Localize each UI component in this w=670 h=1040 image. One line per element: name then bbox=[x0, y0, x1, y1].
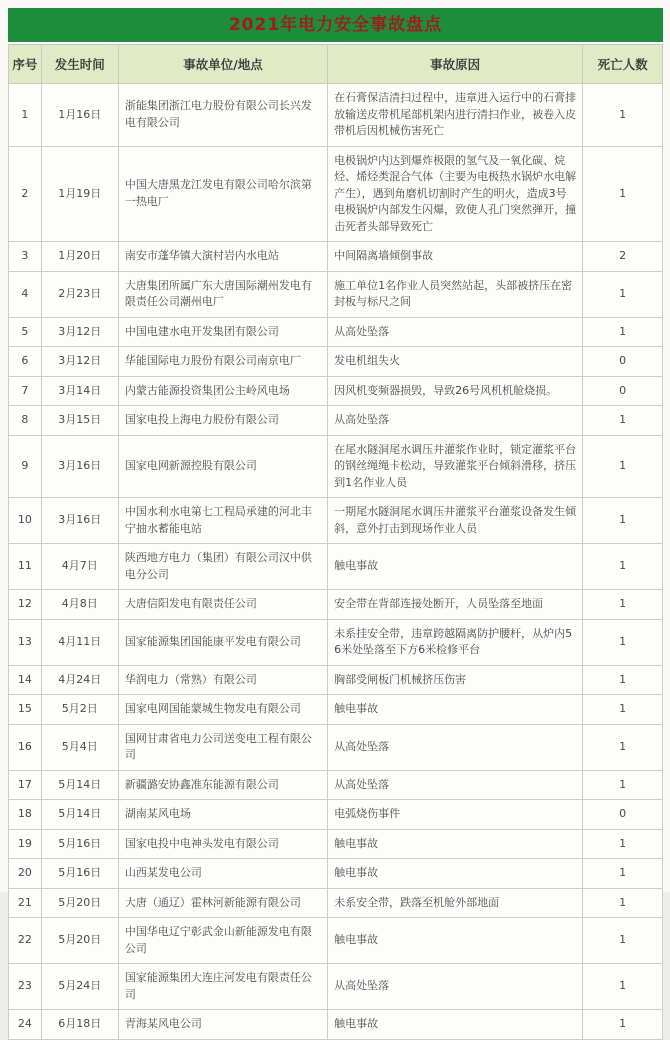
death-count-cell: 1 bbox=[583, 435, 663, 498]
table-row bbox=[9, 590, 663, 620]
row-number-cell: 14 bbox=[9, 665, 42, 695]
accident-unit-cell: 湖南某风电场 bbox=[118, 800, 327, 830]
table-row bbox=[9, 665, 663, 695]
row-number-cell: 15 bbox=[9, 695, 42, 725]
accident-cause-cell: 施工单位1名作业人员突然站起，头部被挤压在密封板与标尺之间 bbox=[328, 271, 583, 317]
accident-cause-cell: 中间隔离墙倾倒事故 bbox=[328, 242, 583, 272]
accident-cause-cell: 未系安全带，跌落至机舱外部地面 bbox=[328, 888, 583, 918]
death-count-cell: 1 bbox=[583, 544, 663, 590]
accident-date-cell: 5月16日 bbox=[41, 859, 118, 889]
accident-date-cell: 5月4日 bbox=[41, 724, 118, 770]
death-count-cell: 1 bbox=[583, 888, 663, 918]
table-row bbox=[9, 829, 663, 859]
death-count-cell: 1 bbox=[583, 829, 663, 859]
accident-unit-cell: 国网甘肃省电力公司送变电工程有限公司 bbox=[118, 724, 327, 770]
table-header bbox=[9, 45, 663, 84]
accident-unit-cell: 山西某发电公司 bbox=[118, 859, 327, 889]
accident-cause-cell: 在石膏保洁清扫过程中，违章进入运行中的石膏排放输送皮带机尾部机架内进行清扫作业，被卷入皮带机后因机械伤害死亡 bbox=[328, 84, 583, 147]
accident-cause-cell: 胸部受闸板门机械挤压伤害 bbox=[328, 665, 583, 695]
accident-unit-cell: 中国华电辽宁彰武金山新能源发电有限公司 bbox=[118, 918, 327, 964]
accident-date-cell: 1月16日 bbox=[41, 84, 118, 147]
row-number-cell: 11 bbox=[9, 544, 42, 590]
accident-unit-cell: 陕西地方电力（集团）有限公司汉中供电分公司 bbox=[118, 544, 327, 590]
death-count-cell: 1 bbox=[583, 590, 663, 620]
accident-date-cell: 2月23日 bbox=[41, 271, 118, 317]
accident-unit-cell: 国家电投上海电力股份有限公司 bbox=[118, 406, 327, 436]
death-count-cell: 1 bbox=[583, 406, 663, 436]
accident-cause-cell: 因风机变频器损毁，导致26号风机机舱烧损。 bbox=[328, 376, 583, 406]
row-number-cell: 2 bbox=[9, 146, 42, 242]
death-count-cell: 1 bbox=[583, 859, 663, 889]
table-row bbox=[9, 859, 663, 889]
accident-cause-cell: 触电事故 bbox=[328, 859, 583, 889]
death-count-cell: 1 bbox=[583, 964, 663, 1010]
accident-unit-cell: 国家能源集团国能康平发电有限公司 bbox=[118, 619, 327, 665]
accident-date-cell: 5月20日 bbox=[41, 918, 118, 964]
accident-unit-cell: 南安市蓬华镇大演村岩内水电站 bbox=[118, 242, 327, 272]
accident-unit-cell: 中国电建水电开发集团有限公司 bbox=[118, 317, 327, 347]
accident-unit-cell: 国家电投中电神头发电有限公司 bbox=[118, 829, 327, 859]
row-number-cell: 22 bbox=[9, 918, 42, 964]
row-number-cell: 23 bbox=[9, 964, 42, 1010]
table-row bbox=[9, 544, 663, 590]
accident-cause-cell: 触电事故 bbox=[328, 695, 583, 725]
table-row bbox=[9, 317, 663, 347]
table-row bbox=[9, 435, 663, 498]
table-row bbox=[9, 498, 663, 544]
row-number-cell: 8 bbox=[9, 406, 42, 436]
accident-unit-cell: 国家电网国能蒙城生物发电有限公司 bbox=[118, 695, 327, 725]
table-row bbox=[9, 271, 663, 317]
row-number-cell: 5 bbox=[9, 317, 42, 347]
death-count-cell: 1 bbox=[583, 146, 663, 242]
death-count-cell: 1 bbox=[583, 695, 663, 725]
row-number-cell: 10 bbox=[9, 498, 42, 544]
accident-date-cell: 5月14日 bbox=[41, 770, 118, 800]
death-count-cell: 1 bbox=[583, 619, 663, 665]
row-number-cell: 4 bbox=[9, 271, 42, 317]
row-number-cell: 17 bbox=[9, 770, 42, 800]
accident-date-cell: 3月12日 bbox=[41, 347, 118, 377]
table-row bbox=[9, 146, 663, 242]
accident-cause-cell: 从高处坠落 bbox=[328, 317, 583, 347]
accident-date-cell: 3月16日 bbox=[41, 498, 118, 544]
table-row bbox=[9, 770, 663, 800]
column-header-death: 死亡人数 bbox=[583, 45, 663, 84]
death-count-cell: 0 bbox=[583, 347, 663, 377]
accident-date-cell: 4月8日 bbox=[41, 590, 118, 620]
table-row bbox=[9, 406, 663, 436]
accident-cause-cell: 触电事故 bbox=[328, 1010, 583, 1040]
row-number-cell: 1 bbox=[9, 84, 42, 147]
accident-cause-cell: 触电事故 bbox=[328, 918, 583, 964]
row-number-cell: 20 bbox=[9, 859, 42, 889]
accident-unit-cell: 青海某风电公司 bbox=[118, 1010, 327, 1040]
death-count-cell: 1 bbox=[583, 665, 663, 695]
death-count-cell: 1 bbox=[583, 317, 663, 347]
accident-cause-cell: 从高处坠落 bbox=[328, 964, 583, 1010]
death-count-cell: 1 bbox=[583, 724, 663, 770]
accident-unit-cell: 大唐（通辽）霍林河新能源有限公司 bbox=[118, 888, 327, 918]
accident-date-cell: 4月7日 bbox=[41, 544, 118, 590]
accident-date-cell: 5月24日 bbox=[41, 964, 118, 1010]
row-number-cell: 21 bbox=[9, 888, 42, 918]
accident-unit-cell: 大唐集团所属广东大唐国际潮州发电有限责任公司潮州电厂 bbox=[118, 271, 327, 317]
accident-cause-cell: 从高处坠落 bbox=[328, 406, 583, 436]
table-header-row bbox=[9, 45, 663, 84]
accident-date-cell: 3月15日 bbox=[41, 406, 118, 436]
accident-date-cell: 5月16日 bbox=[41, 829, 118, 859]
table-row bbox=[9, 347, 663, 377]
death-count-cell: 1 bbox=[583, 1010, 663, 1040]
accident-unit-cell: 中国水利水电第七工程局承建的河北丰宁抽水蓄能电站 bbox=[118, 498, 327, 544]
death-count-cell: 0 bbox=[583, 800, 663, 830]
row-number-cell: 7 bbox=[9, 376, 42, 406]
death-count-cell: 1 bbox=[583, 770, 663, 800]
death-count-cell: 1 bbox=[583, 918, 663, 964]
column-header-cause: 事故原因 bbox=[328, 45, 583, 84]
accident-date-cell: 4月11日 bbox=[41, 619, 118, 665]
row-number-cell: 9 bbox=[9, 435, 42, 498]
table-row bbox=[9, 1010, 663, 1040]
column-header-date: 发生时间 bbox=[41, 45, 118, 84]
table-row bbox=[9, 84, 663, 147]
accident-date-cell: 3月16日 bbox=[41, 435, 118, 498]
accident-unit-cell: 华能国际电力股份有限公司南京电厂 bbox=[118, 347, 327, 377]
table-title-bar bbox=[8, 8, 663, 44]
accident-cause-cell: 未系挂安全带，违章跨越隔离防护腰杆，从炉内56米处坠落至下方6米检修平台 bbox=[328, 619, 583, 665]
accident-date-cell: 4月24日 bbox=[41, 665, 118, 695]
accident-cause-cell: 电弧烧伤事件 bbox=[328, 800, 583, 830]
row-number-cell: 12 bbox=[9, 590, 42, 620]
accident-unit-cell: 华润电力（常熟）有限公司 bbox=[118, 665, 327, 695]
death-count-cell: 2 bbox=[583, 242, 663, 272]
accident-unit-cell: 国家电网新源控股有限公司 bbox=[118, 435, 327, 498]
accident-cause-cell: 触电事故 bbox=[328, 544, 583, 590]
accident-table bbox=[8, 44, 663, 1040]
accident-cause-cell: 触电事故 bbox=[328, 829, 583, 859]
row-number-cell: 19 bbox=[9, 829, 42, 859]
accident-unit-cell: 国家能源集团大连庄河发电有限责任公司 bbox=[118, 964, 327, 1010]
accident-date-cell: 1月19日 bbox=[41, 146, 118, 242]
page-title: 2021年电力安全事故盘点 bbox=[228, 15, 443, 35]
table-body bbox=[9, 84, 663, 1040]
row-number-cell: 18 bbox=[9, 800, 42, 830]
accident-unit-cell: 大唐信阳发电有限责任公司 bbox=[118, 590, 327, 620]
accident-unit-cell: 内蒙古能源投资集团公主岭风电场 bbox=[118, 376, 327, 406]
table-row bbox=[9, 376, 663, 406]
row-number-cell: 3 bbox=[9, 242, 42, 272]
accident-date-cell: 5月2日 bbox=[41, 695, 118, 725]
accident-unit-cell: 中国大唐黑龙江发电有限公司哈尔滨第一热电厂 bbox=[118, 146, 327, 242]
accident-date-cell: 3月12日 bbox=[41, 317, 118, 347]
row-number-cell: 24 bbox=[9, 1010, 42, 1040]
accident-date-cell: 6月18日 bbox=[41, 1010, 118, 1040]
table-row bbox=[9, 619, 663, 665]
death-count-cell: 1 bbox=[583, 498, 663, 544]
accident-cause-cell: 发电机组失火 bbox=[328, 347, 583, 377]
table-row bbox=[9, 918, 663, 964]
table-row bbox=[9, 964, 663, 1010]
accident-date-cell: 5月20日 bbox=[41, 888, 118, 918]
table-row bbox=[9, 242, 663, 272]
table-row bbox=[9, 800, 663, 830]
column-header-unit: 事故单位/地点 bbox=[118, 45, 327, 84]
death-count-cell: 1 bbox=[583, 271, 663, 317]
accident-cause-cell: 一期尾水隧洞尾水调压井灌浆平台灌浆设备发生倾斜，意外打击到现场作业人员 bbox=[328, 498, 583, 544]
row-number-cell: 13 bbox=[9, 619, 42, 665]
row-number-cell: 16 bbox=[9, 724, 42, 770]
table-row bbox=[9, 888, 663, 918]
accident-unit-cell: 浙能集团浙江电力股份有限公司长兴发电有限公司 bbox=[118, 84, 327, 147]
accident-date-cell: 5月14日 bbox=[41, 800, 118, 830]
row-number-cell: 6 bbox=[9, 347, 42, 377]
table-row bbox=[9, 724, 663, 770]
accident-unit-cell: 新疆潞安协鑫准东能源有限公司 bbox=[118, 770, 327, 800]
accident-cause-cell: 在尾水隧洞尾水调压井灌浆作业时，锁定灌浆平台的钢丝绳绳卡松动，导致灌浆平台倾斜滑移，挤压到1名作业人员 bbox=[328, 435, 583, 498]
accident-cause-cell: 从高处坠落 bbox=[328, 724, 583, 770]
accident-date-cell: 1月20日 bbox=[41, 242, 118, 272]
accident-date-cell: 3月14日 bbox=[41, 376, 118, 406]
accident-cause-cell: 从高处坠落 bbox=[328, 770, 583, 800]
column-header-no: 序号 bbox=[9, 45, 42, 84]
accident-cause-cell: 电极锅炉内达到爆炸极限的氢气及一氧化碳、烷烃、烯烃类混合气体（主要为电极热水锅炉水电解产生），遇到角磨机切割时产生的明火，造成3号电极锅炉内部发生闪爆，致使人孔门突然弹开，撞击死者头部导致死亡 bbox=[328, 146, 583, 242]
death-count-cell: 0 bbox=[583, 376, 663, 406]
accident-cause-cell: 安全带在背部连接处断开，人员坠落至地面 bbox=[328, 590, 583, 620]
table-row bbox=[9, 695, 663, 725]
death-count-cell: 1 bbox=[583, 84, 663, 147]
